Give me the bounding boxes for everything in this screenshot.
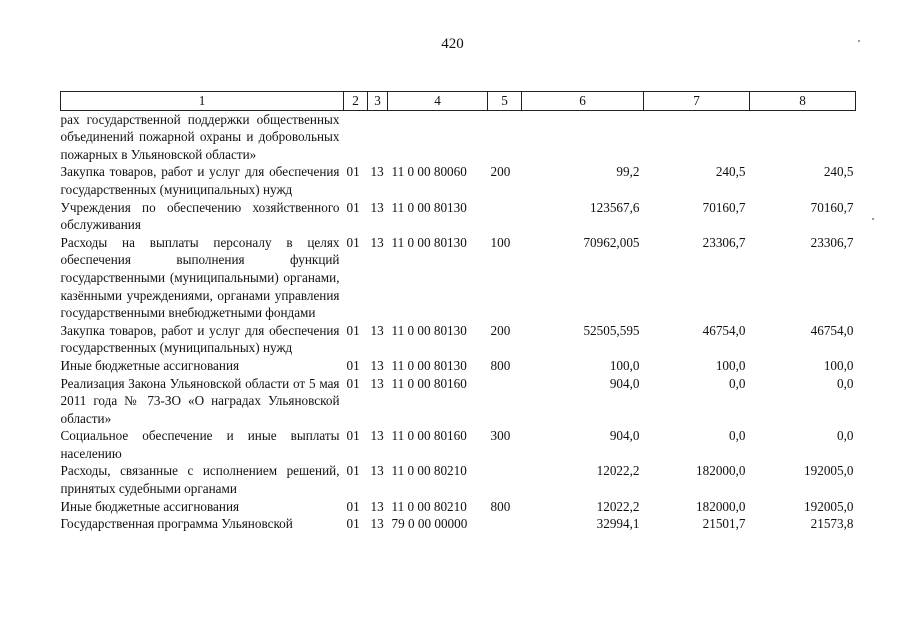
expense-type-cell: 300 bbox=[490, 428, 511, 444]
table-header bbox=[61, 92, 856, 111]
amount-col7-cell: 0,0 bbox=[729, 428, 746, 444]
subsection-code-cell: 13 bbox=[370, 375, 384, 391]
subsection-code-cell: 13 bbox=[370, 357, 384, 373]
column-header-5: 5 bbox=[488, 92, 522, 111]
section-code-cell: 01 bbox=[346, 164, 360, 180]
row-name-cell: Иные бюджетные ассигнования bbox=[60, 498, 240, 514]
target-article-cell: 11 0 00 80130 bbox=[391, 199, 467, 215]
table-row bbox=[61, 322, 856, 357]
amount-col6-cell: 123567,6 bbox=[590, 199, 640, 215]
amount-col6-cell: 70962,005 bbox=[583, 234, 640, 250]
amount-col7-cell: 182000,0 bbox=[696, 498, 746, 514]
subsection-code-cell: 13 bbox=[370, 322, 384, 338]
section-code-cell: 01 bbox=[346, 375, 360, 391]
amount-col7-cell: 0,0 bbox=[729, 375, 746, 391]
row-name-cell: Иные бюджетные ассигнования bbox=[60, 357, 240, 373]
target-article-cell: 11 0 00 80130 bbox=[391, 234, 467, 250]
section-code-cell: 01 bbox=[346, 357, 360, 373]
amount-col6-cell: 52505,595 bbox=[583, 322, 640, 338]
expense-type-cell bbox=[488, 110, 522, 163]
column-header-7: 7 bbox=[644, 92, 750, 111]
subsection-code-cell: 13 bbox=[370, 498, 384, 514]
expense-type-cell bbox=[488, 462, 522, 497]
budget-table bbox=[60, 91, 856, 533]
column-header-3: 3 bbox=[368, 92, 388, 111]
amount-col6-cell bbox=[522, 110, 644, 163]
amount-col6-cell: 100,0 bbox=[609, 357, 640, 373]
column-header-4: 4 bbox=[388, 92, 488, 111]
amount-col8-cell: 21573,8 bbox=[810, 516, 854, 532]
row-name-cell: Закупка товаров, работ и услуг для обеспечения государственных (муниципальных) нужд bbox=[60, 164, 340, 197]
row-name-cell: рах государственной поддержки общественных объединений пожарной охраны и добровольных пожарных в Ульяновской области» bbox=[60, 111, 340, 162]
amount-col7-cell bbox=[644, 110, 750, 163]
expense-type-cell bbox=[488, 199, 522, 234]
expense-type-cell: 800 bbox=[490, 498, 511, 514]
section-code-cell: 01 bbox=[346, 498, 360, 514]
target-article-cell: 11 0 00 80130 bbox=[391, 322, 467, 338]
page-number: 420 bbox=[441, 36, 464, 52]
row-name-cell: Расходы на выплаты персоналу в целях обеспечения выполнения функций государственными (муниципальными) органами, казёнными учреждениями, органами управления государственными внебюджетными фондами bbox=[60, 234, 340, 321]
amount-col7-cell: 46754,0 bbox=[702, 322, 746, 338]
table-row bbox=[61, 357, 856, 375]
amount-col6-cell: 904,0 bbox=[609, 428, 640, 444]
amount-col7-cell: 240,5 bbox=[715, 164, 746, 180]
subsection-code-cell: 13 bbox=[370, 516, 384, 532]
table-row bbox=[61, 234, 856, 322]
table-row bbox=[61, 163, 856, 198]
amount-col8-cell: 0,0 bbox=[837, 375, 854, 391]
table-body bbox=[61, 110, 856, 533]
amount-col6-cell: 904,0 bbox=[609, 375, 640, 391]
column-header-2: 2 bbox=[344, 92, 368, 111]
table-row bbox=[61, 498, 856, 516]
subsection-code-cell: 13 bbox=[370, 234, 384, 250]
column-header-6: 6 bbox=[522, 92, 644, 111]
subsection-code-cell bbox=[368, 110, 388, 163]
row-name-cell: Закупка товаров, работ и услуг для обеспечения государственных (муниципальных) нужд bbox=[60, 322, 340, 356]
amount-col8-cell: 192005,0 bbox=[804, 463, 854, 479]
table-row bbox=[61, 110, 856, 163]
column-header-8: 8 bbox=[750, 92, 856, 111]
scan-speck bbox=[858, 40, 860, 42]
section-code-cell: 01 bbox=[346, 199, 360, 215]
expense-type-cell: 200 bbox=[490, 322, 511, 338]
amount-col7-cell: 100,0 bbox=[715, 357, 746, 373]
row-name-cell: Реализация Закона Ульяновской области от 5 мая 2011 года № 73-ЗО «О наградах Ульяновской области» bbox=[60, 375, 340, 426]
section-code-cell: 01 bbox=[346, 322, 360, 338]
amount-col7-cell: 21501,7 bbox=[702, 516, 746, 532]
section-code-cell: 01 bbox=[346, 428, 360, 444]
target-article-cell: 11 0 00 80160 bbox=[391, 375, 467, 391]
amount-col7-cell: 70160,7 bbox=[702, 199, 746, 215]
column-header-1: 1 bbox=[61, 92, 344, 111]
amount-col8-cell: 23306,7 bbox=[810, 234, 854, 250]
table-row bbox=[61, 375, 856, 428]
target-article-cell: 11 0 00 80130 bbox=[391, 357, 467, 373]
row-name-cell: Расходы, связанные с исполнением решений, принятых судебными органами bbox=[60, 463, 340, 497]
expense-type-cell: 800 bbox=[490, 357, 511, 373]
amount-col8-cell: 70160,7 bbox=[810, 199, 854, 215]
table-row bbox=[61, 427, 856, 462]
subsection-code-cell: 13 bbox=[370, 428, 384, 444]
scan-speck bbox=[872, 218, 874, 220]
expense-type-cell: 200 bbox=[490, 164, 511, 180]
amount-col8-cell: 100,0 bbox=[823, 357, 854, 373]
amount-col6-cell: 12022,2 bbox=[596, 463, 640, 479]
section-code-cell: 01 bbox=[346, 516, 360, 532]
amount-col8-cell: 192005,0 bbox=[804, 498, 854, 514]
target-article-cell bbox=[388, 110, 488, 163]
section-code-cell bbox=[344, 110, 368, 163]
amount-col7-cell: 23306,7 bbox=[702, 234, 746, 250]
subsection-code-cell: 13 bbox=[370, 463, 384, 479]
amount-col6-cell: 12022,2 bbox=[596, 498, 640, 514]
subsection-code-cell: 13 bbox=[370, 199, 384, 215]
subsection-code-cell: 13 bbox=[370, 164, 384, 180]
amount-col8-cell bbox=[750, 110, 856, 163]
expense-type-cell bbox=[488, 375, 522, 428]
amount-col6-cell: 99,2 bbox=[616, 164, 640, 180]
target-article-cell: 11 0 00 80060 bbox=[391, 164, 467, 180]
expense-type-cell bbox=[488, 515, 522, 533]
amount-col8-cell: 240,5 bbox=[823, 164, 854, 180]
row-name-cell: Социальное обеспечение и иные выплаты населению bbox=[60, 428, 340, 461]
expense-type-cell: 100 bbox=[490, 234, 511, 250]
amount-col8-cell: 0,0 bbox=[837, 428, 854, 444]
section-code-cell: 01 bbox=[346, 234, 360, 250]
row-name-cell: Государственная программа Ульяновской bbox=[60, 516, 293, 532]
section-code-cell: 01 bbox=[346, 463, 360, 479]
amount-col6-cell: 32994,1 bbox=[596, 516, 640, 532]
target-article-cell: 11 0 00 80160 bbox=[391, 428, 467, 444]
table-row bbox=[61, 199, 856, 234]
target-article-cell: 11 0 00 80210 bbox=[391, 498, 467, 514]
row-name-cell: Учреждения по обеспечению хозяйственного обслуживания bbox=[60, 199, 340, 233]
target-article-cell: 11 0 00 80210 bbox=[391, 463, 467, 479]
table-row bbox=[61, 462, 856, 497]
amount-col8-cell: 46754,0 bbox=[810, 322, 854, 338]
amount-col7-cell: 182000,0 bbox=[696, 463, 746, 479]
table-row bbox=[61, 515, 856, 533]
target-article-cell: 79 0 00 00000 bbox=[391, 516, 468, 532]
